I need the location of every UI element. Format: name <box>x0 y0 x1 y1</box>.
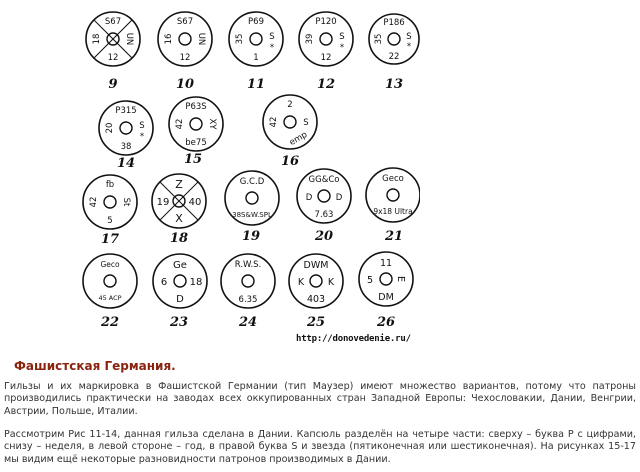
headstamp-10-top: S67 <box>176 17 194 27</box>
headstamp-22 <box>83 254 137 308</box>
headstamp-23-left: 6 <box>160 277 168 288</box>
headstamp-21-bottom: 9x18 Ultra <box>373 207 413 216</box>
headstamp-14-right: S <box>139 121 145 131</box>
headstamp-25 <box>289 254 343 308</box>
headstamp-16-top: 2 <box>287 100 293 110</box>
headstamp-figure <box>76 4 420 352</box>
headstamp-20-top: GG&Co <box>308 175 340 185</box>
headstamp-12-bottom: 12 <box>320 53 332 63</box>
headstamp-21 <box>366 168 420 222</box>
headstamp-16 <box>263 95 317 149</box>
headstamp-13-left: 35 <box>374 33 384 45</box>
headstamp-14-left: 20 <box>105 122 115 134</box>
headstamp-9-left: 18 <box>92 33 102 45</box>
headstamp-number-19: 19 <box>241 229 261 244</box>
headstamp-18 <box>152 174 206 228</box>
headstamp-17-left: 42 <box>89 196 99 208</box>
headstamp-13-star: * <box>406 42 412 52</box>
headstamp-number-20: 20 <box>314 229 334 244</box>
headstamp-25-bottom: 403 <box>306 294 326 305</box>
headstamp-14-top: P315 <box>115 106 137 116</box>
headstamp-26-right: E <box>395 275 406 283</box>
headstamp-13-right: S <box>406 32 412 42</box>
headstamp-15 <box>169 97 223 151</box>
headstamp-21-top: Geco <box>382 174 404 184</box>
headstamp-16-bottom: emp <box>287 129 310 148</box>
headstamp-11-star: * <box>269 43 275 53</box>
headstamp-number-15: 15 <box>183 152 203 167</box>
headstamp-15-left: 42 <box>175 118 185 130</box>
headstamp-14 <box>99 101 153 155</box>
headstamp-25-left: K <box>297 277 305 288</box>
headstamp-14-star: * <box>139 132 145 142</box>
headstamp-10-left: 16 <box>164 33 174 45</box>
headstamp-number-11: 11 <box>246 77 266 92</box>
headstamp-number-21: 21 <box>384 229 404 244</box>
headstamp-number-13: 13 <box>384 77 404 92</box>
headstamp-26-left: 5 <box>366 275 374 286</box>
headstamp-10-right: UN <box>196 32 206 46</box>
headstamp-19 <box>225 171 279 225</box>
paragraph: Рассмотрим Рис 11-14, данная гильза сделана в Дании. Капсюль разделён на четыре части: сверху – буква Р с цифрами, снизу – неделя, в левой стороне – год, в правой буква S и звезда (пятиконечная или шестиконечная). На рисунках 15-17 мы видим ещё некоторые разновидности патронов производимых в Дании. <box>4 429 636 465</box>
headstamp-number-9: 9 <box>108 77 118 92</box>
headstamp-9 <box>86 12 140 66</box>
headstamp-number-26: 26 <box>376 315 396 330</box>
headstamp-9-top: S67 <box>104 17 122 27</box>
headstamp-24 <box>221 254 275 308</box>
headstamp-number-24: 24 <box>238 315 258 330</box>
headstamp-9-right: UN <box>124 32 134 46</box>
headstamp-12-star: * <box>339 43 345 53</box>
headstamp-number-14: 14 <box>116 156 136 171</box>
headstamp-25-right: K <box>327 277 335 288</box>
headstamp-11-top: P69 <box>248 17 264 27</box>
headstamp-10-bottom: 12 <box>179 53 191 63</box>
watermark: http://donovedenie.ru/ <box>296 334 411 344</box>
headstamp-number-23: 23 <box>169 315 189 330</box>
headstamp-number-10: 10 <box>175 77 195 92</box>
headstamp-17 <box>83 175 137 229</box>
headstamp-15-bottom: be75 <box>185 138 207 148</box>
headstamp-26-bottom: DM <box>378 292 394 303</box>
section-heading: Фашистская Германия. <box>14 359 176 373</box>
headstamp-17-bottom: 5 <box>107 216 113 226</box>
headstamp-17-right: St <box>121 197 131 207</box>
headstamp-12-right: S <box>339 32 345 42</box>
headstamp-13-top: P186 <box>383 18 405 28</box>
headstamp-number-25: 25 <box>306 315 326 330</box>
headstamp-10 <box>158 12 212 66</box>
headstamp-number-18: 18 <box>169 231 189 246</box>
headstamp-20-bottom: 7.63 <box>314 210 334 220</box>
headstamp-14-bottom: 38 <box>120 142 132 152</box>
headstamp-number-22: 22 <box>100 315 120 330</box>
headstamp-23-bottom: D <box>176 294 184 305</box>
headstamp-number-12: 12 <box>316 77 336 92</box>
headstamp-24-top: R.W.S. <box>234 260 262 270</box>
headstamp-12-top: P120 <box>315 17 337 27</box>
headstamp-26 <box>359 252 413 306</box>
headstamp-16-right: S <box>303 118 309 128</box>
headstamp-20-right: D <box>335 193 343 203</box>
headstamp-15-top: P63S <box>185 102 207 112</box>
headstamp-22-top: Geco <box>100 260 120 269</box>
headstamp-20 <box>297 169 351 223</box>
headstamp-15-right: XY <box>207 118 217 130</box>
headstamp-25-top: DWM <box>303 260 329 271</box>
headstamp-13-bottom: 22 <box>388 52 400 62</box>
headstamp-12-left: 39 <box>305 33 315 45</box>
headstamp-26-top: 11 <box>379 258 393 269</box>
headstamp-18-top: Z <box>175 178 183 191</box>
headstamp-19-top: G.C.D <box>239 177 265 187</box>
headstamp-22-bottom: 45 ACP <box>98 294 122 302</box>
headstamp-9-bottom: 12 <box>107 53 119 63</box>
headstamp-18-bottom: X <box>175 212 183 225</box>
headstamp-19-bottom: 38S&W.SPL <box>232 211 272 219</box>
headstamp-drawings <box>76 4 420 352</box>
headstamp-11-bottom: 1 <box>253 53 259 63</box>
headstamp-11-left: 35 <box>235 33 245 45</box>
headstamp-11-right: S <box>269 32 275 42</box>
headstamp-17-top: fb <box>105 180 115 190</box>
headstamp-18-right: 40 <box>188 197 202 208</box>
headstamp-23-top: Ge <box>173 260 187 271</box>
paragraph: Гильзы и их маркировка в Фашистской Германии (тип Маузер) имеют множество вариантов, потому что патроны производились практически на заводах всех оккупированных стран Западной Европы: Чехословакии, Дании, Венгрии, Австрии, Польше, Италии. <box>4 381 636 417</box>
headstamp-18-left: 19 <box>156 197 170 208</box>
headstamp-13 <box>369 14 419 64</box>
headstamp-number-16: 16 <box>280 154 300 169</box>
headstamp-11 <box>229 12 283 66</box>
headstamp-16-left: 42 <box>269 116 279 128</box>
headstamp-23 <box>153 254 207 308</box>
headstamp-12 <box>299 12 353 66</box>
headstamp-23-right: 18 <box>189 277 203 288</box>
headstamp-24-bottom: 6.35 <box>238 295 258 305</box>
headstamp-20-left: D <box>305 193 313 203</box>
headstamp-number-17: 17 <box>100 232 120 247</box>
